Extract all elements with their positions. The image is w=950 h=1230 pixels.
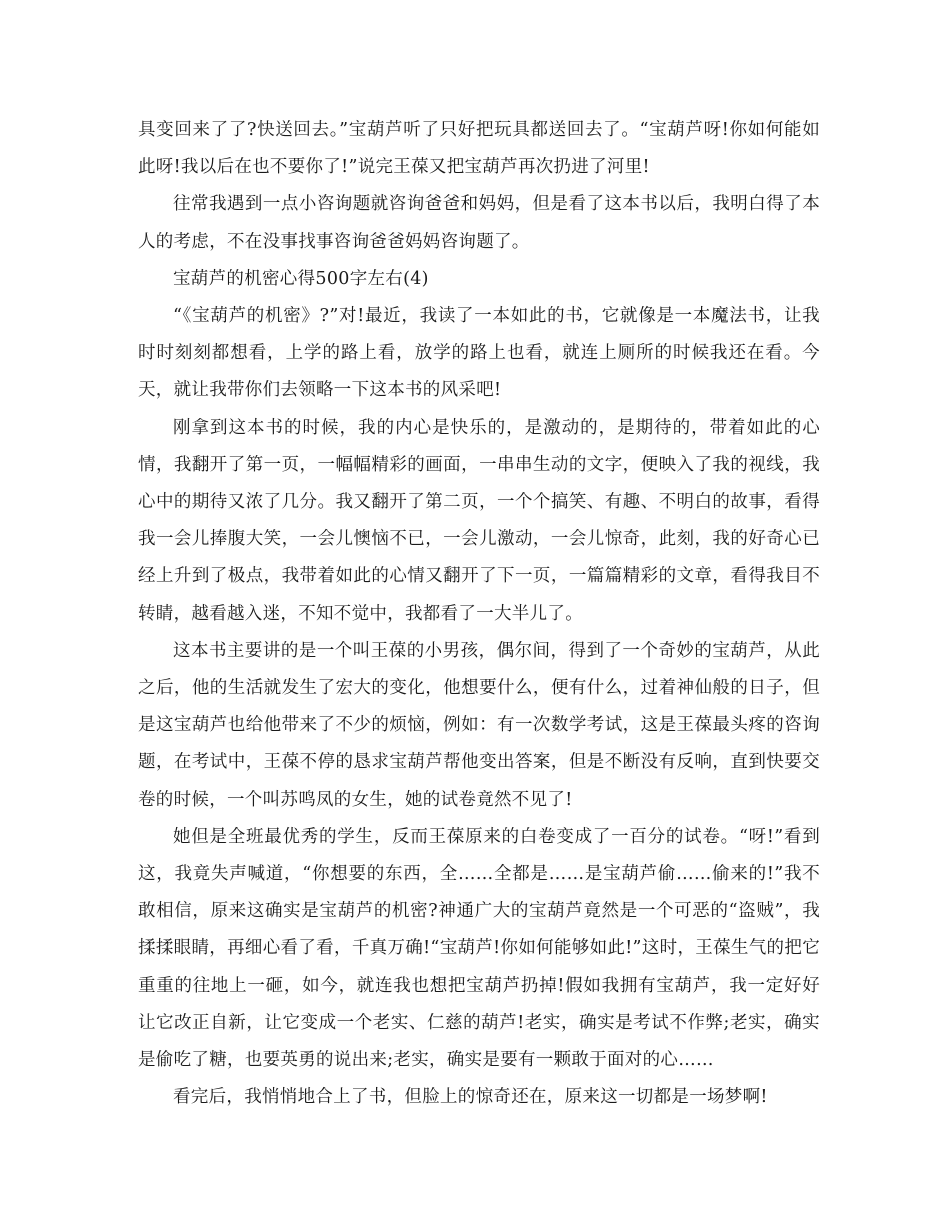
paragraph: 往常我遇到一点小咨询题就咨询爸爸和妈妈，但是看了这本书以后，我明白得了本人的考虑，不在没事找事咨询爸爸妈妈咨询题了。 <box>138 194 820 252</box>
paragraph: 刚拿到这本书的时候，我的内心是快乐的，是激动的，是期待的，带着如此的心情，我翻开了第一页，一幅幅精彩的画面，一串串生动的文字，便映入了我的视线，我心中的期待又浓了几分。我又翻开了第二页，一个个搞笑、有趣、不明白的故事，看得我一会儿捧腹大笑，一会儿懊恼不已，一会儿激动，一会儿惊奇，此刻，我的好奇心已经上升到了极点，我带着如此的心情又翻开了下一页，一篇篇精彩的文章，看得我目不转睛，越看越入迷，不知不觉中，我都看了一大半儿了。 <box>138 417 820 624</box>
paragraph: 她但是全班最优秀的学生，反而王葆原来的白卷变成了一百分的试卷。“呀!”看到这，我竟失声喊道，“你想要的东西，全……全都是……是宝葫芦偷……偷来的!”我不敢相信，原来这确实是宝葫芦的机密?神通广大的宝葫芦竟然是一个可恶的“盗贼”，我揉揉眼睛，再细心看了看，千真万确!“宝葫芦!你如何能够如此!”这时，王葆生气的把它重重的往地上一砸，如今，就连我也想把宝葫芦扔掉!假如我拥有宝葫芦，我一定好好让它改正自新，让它变成一个老实、仁慈的葫芦!老实，确实是考试不作弊;老实，确实是偷吃了糖，也要英勇的说出来;老实，确实是要有一颗敢于面对的心…… <box>138 826 820 1071</box>
paragraph: 看完后，我悄悄地合上了书，但脸上的惊奇还在，原来这一切都是一场梦啊! <box>173 1087 768 1108</box>
paragraph: 这本书主要讲的是一个叫王葆的小男孩，偶尔间，得到了一个奇妙的宝葫芦，从此之后，他的生活就发生了宏大的变化，他想要什么，便有什么，过着神仙般的日子，但是这宝葫芦也给他带来了不少的烦恼，例如：有一次数学考试，这是王葆最头疼的咨询题，在考试中，王葆不停的恳求宝葫芦帮他变出答案，但是不断没有反响，直到快要交卷的时候，一个叫苏鸣凤的女生，她的试卷竟然不见了! <box>138 640 820 810</box>
document-body <box>138 112 820 1116</box>
section-heading: 宝葫芦的机密心得500字左右(4) <box>173 268 429 289</box>
paragraph: “《宝葫芦的机密》?”对!最近，我读了一本如此的书，它就像是一本魔法书，让我时时刻刻都想看，上学的路上看，放学的路上也看，就连上厕所的时候我还在看。今天，就让我带你们去领略一下这本书的风采吧! <box>138 306 820 401</box>
paragraph-continuation: 具变回来了了?快送回去。”宝葫芦听了只好把玩具都送回去了。“宝葫芦呀!你如何能如此呀!我以后在也不要你了!”说完王葆又把宝葫芦再次扔进了河里! <box>138 120 820 178</box>
